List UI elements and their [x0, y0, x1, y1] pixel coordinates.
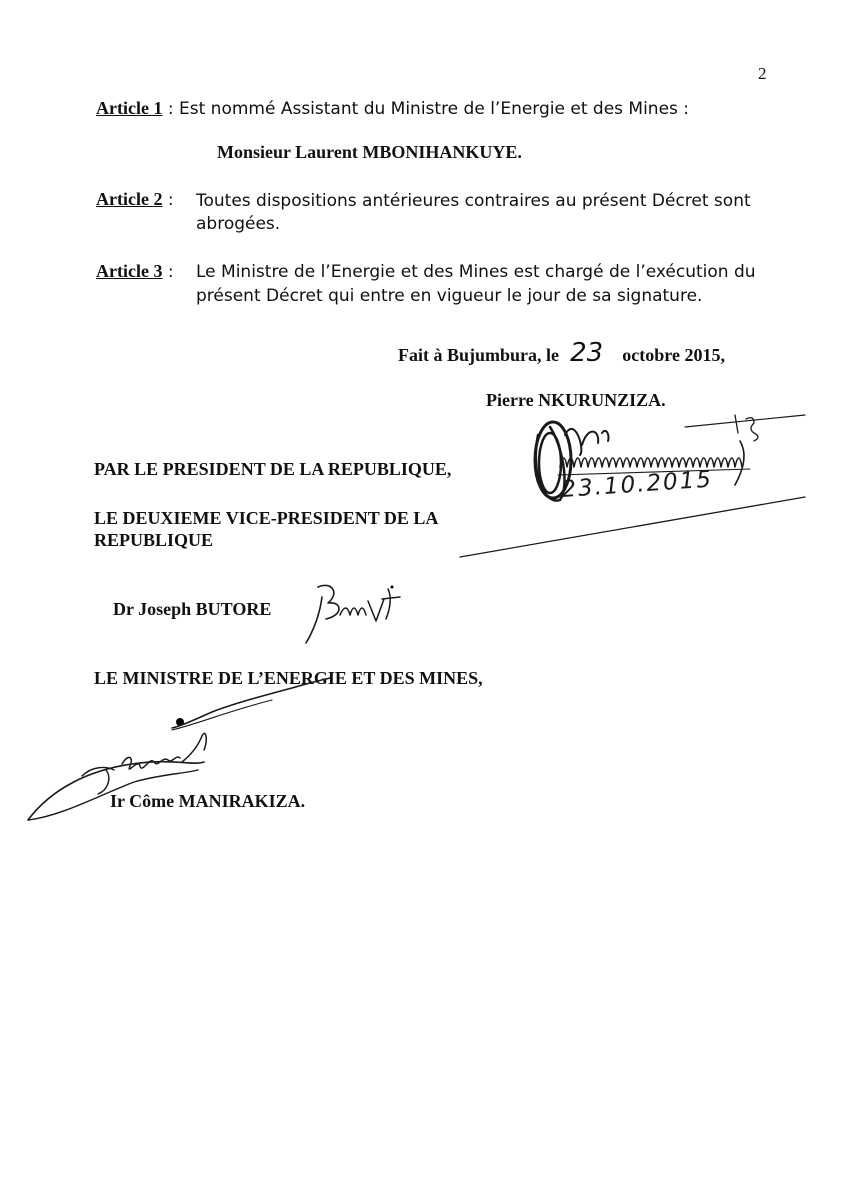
place-date-prefix: Fait à Bujumbura, le: [398, 345, 560, 365]
minister-name: Ir Côme MANIRAKIZA.: [110, 791, 306, 811]
vice-president-title-line1: LE DEUXIEME VICE-PRESIDENT DE LA: [94, 508, 439, 528]
vice-president-name: Dr Joseph BUTORE: [113, 599, 272, 619]
by-president-label: PAR LE PRESIDENT DE LA REPUBLIQUE,: [94, 459, 452, 479]
article-2: [96, 189, 174, 210]
article-2-label: Article 2: [96, 189, 163, 209]
place-date-suffix: octobre 2015,: [622, 345, 725, 365]
article-1-separator: :: [162, 99, 180, 119]
article-2-separator: :: [162, 190, 174, 210]
article-2-text-line1: Toutes dispositions antérieures contraires au présent Décret sont: [196, 191, 751, 211]
minister-title: LE MINISTRE DE L’ENERGIE ET DES MINES,: [94, 668, 483, 688]
president-signature: [450, 405, 830, 565]
article-3-label: Article 3: [96, 261, 163, 281]
article-3-separator: :: [162, 262, 174, 282]
article-3-text-line1: Le Ministre de l’Energie et des Mines est chargé de l’exécution du: [196, 262, 756, 282]
vice-president-title-line2: REPUBLIQUE: [94, 530, 214, 550]
president-signature-date: 23.10.2015: [560, 466, 714, 503]
handwritten-day: 23: [570, 338, 604, 368]
page-number: 2: [758, 64, 767, 83]
president-name: Pierre NKURUNZIZA.: [486, 390, 666, 410]
article-1-text: Est nommé Assistant du Ministre de l’Energie et des Mines :: [179, 99, 690, 119]
place-date-line: [398, 338, 725, 368]
article-2-text-line2: abrogées.: [196, 214, 281, 234]
vice-president-signature: [292, 575, 412, 655]
article-1: [96, 98, 689, 119]
article-3: [96, 261, 174, 282]
article-1-label: Article 1: [96, 98, 163, 118]
appointee-name: Monsieur Laurent MBONIHANKUYE.: [217, 142, 522, 162]
article-3-text-line2: présent Décret qui entre en vigueur le jour de sa signature.: [196, 286, 703, 306]
